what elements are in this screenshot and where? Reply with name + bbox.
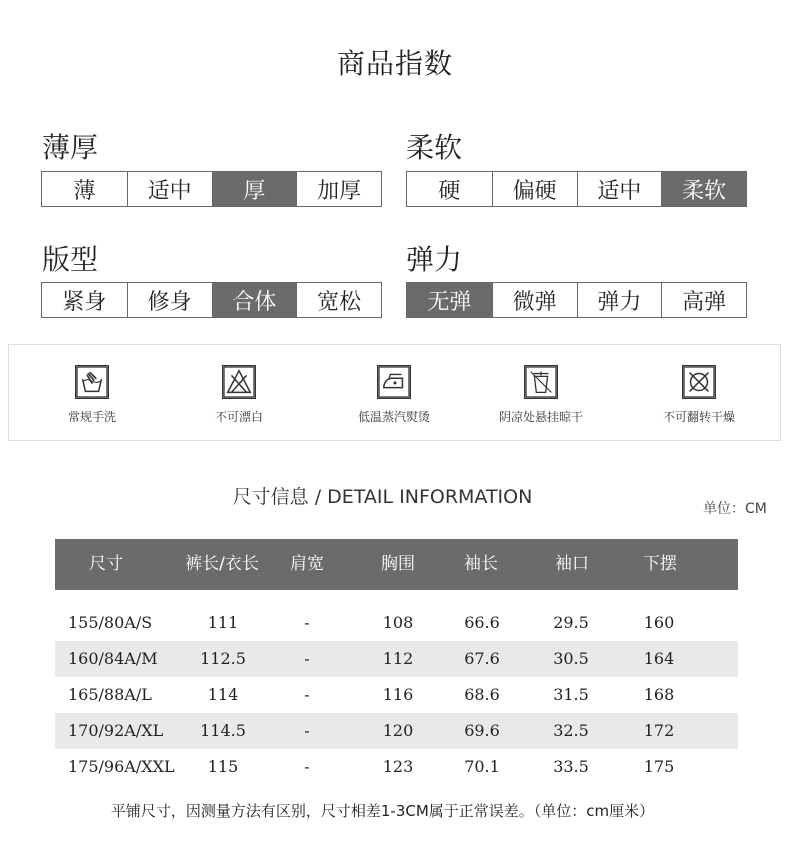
softness-option: 偏硬 (492, 172, 577, 206)
no-bleach-icon (222, 365, 256, 399)
table-cell: 112 (382, 649, 414, 668)
table-header-cell: 肩宽 (290, 554, 324, 574)
thickness-option: 适中 (127, 172, 212, 206)
care-item (174, 365, 304, 425)
table-cell: - (304, 649, 310, 668)
table-cell: 29.5 (553, 613, 589, 632)
table-cell: 68.6 (464, 685, 500, 704)
care-instructions (8, 344, 781, 441)
care-label: 阴凉处悬挂晾干 (498, 410, 583, 424)
fit-option: 合体 (212, 283, 297, 317)
fit-selector (41, 282, 382, 318)
table-cell: 114.5 (200, 721, 246, 740)
unit-label: 单位：CM (703, 501, 767, 517)
elasticity-selector (406, 282, 747, 318)
table-header-cell: 裤长/衣长 (185, 554, 259, 574)
care-label: 不可翻转干燥 (662, 410, 735, 424)
table-cell: 170/92A/XL (68, 721, 164, 740)
index-label-fit: 版型 (42, 243, 99, 276)
care-label: 常规手洗 (67, 410, 116, 424)
care-label: 不可漂白 (214, 410, 263, 424)
table-header-cell: 袖口 (555, 554, 589, 574)
no-tumble-dry-icon (682, 365, 716, 399)
table-row (55, 749, 738, 785)
table-row (55, 713, 738, 749)
table-cell: 164 (643, 649, 675, 668)
softness-option: 柔软 (661, 172, 746, 206)
table-cell: - (304, 721, 310, 740)
thickness-option: 薄 (73, 178, 96, 204)
table-header-cell: 袖长 (464, 554, 498, 574)
care-item (634, 365, 764, 425)
thickness-option: 加厚 (296, 172, 381, 206)
elasticity-option: 无弹 (407, 283, 492, 317)
table-cell: 168 (643, 685, 675, 704)
table-cell: 116 (382, 685, 414, 704)
table-cell: - (304, 757, 310, 776)
table-cell: 31.5 (553, 685, 589, 704)
table-cell: 32.5 (553, 721, 589, 740)
care-item (476, 365, 606, 425)
table-row (55, 605, 738, 641)
table-cell: 160/84A/M (68, 649, 158, 668)
table-cell: 115 (207, 757, 239, 776)
index-label-thickness: 薄厚 (42, 131, 99, 164)
table-cell: 155/80A/S (68, 613, 153, 632)
table-cell: - (304, 613, 310, 632)
index-label-elasticity: 弹力 (406, 243, 463, 276)
size-section-title: 尺寸信息 / DETAIL INFORMATION (232, 486, 533, 508)
softness-option: 适中 (577, 172, 662, 206)
fit-option: 修身 (127, 283, 212, 317)
table-cell: 33.5 (553, 757, 589, 776)
page-title: 商品指数 (336, 47, 453, 80)
softness-selector (406, 171, 747, 207)
table-cell: 114 (207, 685, 239, 704)
table-header-cell: 胸围 (381, 554, 415, 574)
elasticity-option: 高弹 (661, 283, 746, 317)
measurement-note: 平铺尺寸，因测量方法有区别，尺寸相差1-3CM属于正常误差。（单位：cm厘米） (110, 802, 655, 820)
elasticity-option: 弹力 (577, 283, 662, 317)
softness-option: 硬 (438, 178, 461, 204)
fit-option: 宽松 (296, 283, 381, 317)
table-cell: 175 (643, 757, 675, 776)
table-row (55, 641, 738, 677)
table-header-cell: 尺寸 (89, 554, 123, 574)
care-item (27, 365, 157, 425)
table-cell: 69.6 (464, 721, 500, 740)
table-cell: 160 (643, 613, 675, 632)
care-item (329, 365, 459, 425)
index-label-softness: 柔软 (406, 131, 463, 164)
fit-option: 紧身 (62, 289, 107, 315)
table-cell: 108 (382, 613, 414, 632)
size-table-header (55, 539, 738, 590)
thickness-selector (41, 171, 382, 207)
table-cell: 172 (643, 721, 675, 740)
shade-hang-dry-icon (524, 365, 558, 399)
low-temp-iron-icon (377, 365, 411, 399)
elasticity-option: 微弹 (492, 283, 577, 317)
table-cell: 111 (207, 613, 239, 632)
table-cell: 70.1 (464, 757, 500, 776)
hand-wash-icon (75, 365, 109, 399)
care-label: 低温蒸汽熨烫 (357, 410, 430, 424)
table-cell: 175/96A/XXL (68, 757, 175, 776)
table-row (55, 677, 738, 713)
table-cell: - (304, 685, 310, 704)
table-cell: 165/88A/L (68, 685, 152, 704)
table-cell: 66.6 (464, 613, 500, 632)
table-cell: 67.6 (464, 649, 500, 668)
table-cell: 112.5 (200, 649, 246, 668)
table-header-cell: 下摆 (643, 554, 677, 574)
table-cell: 30.5 (553, 649, 589, 668)
table-cell: 123 (382, 757, 414, 776)
thickness-option: 厚 (212, 172, 297, 206)
table-cell: 120 (382, 721, 414, 740)
